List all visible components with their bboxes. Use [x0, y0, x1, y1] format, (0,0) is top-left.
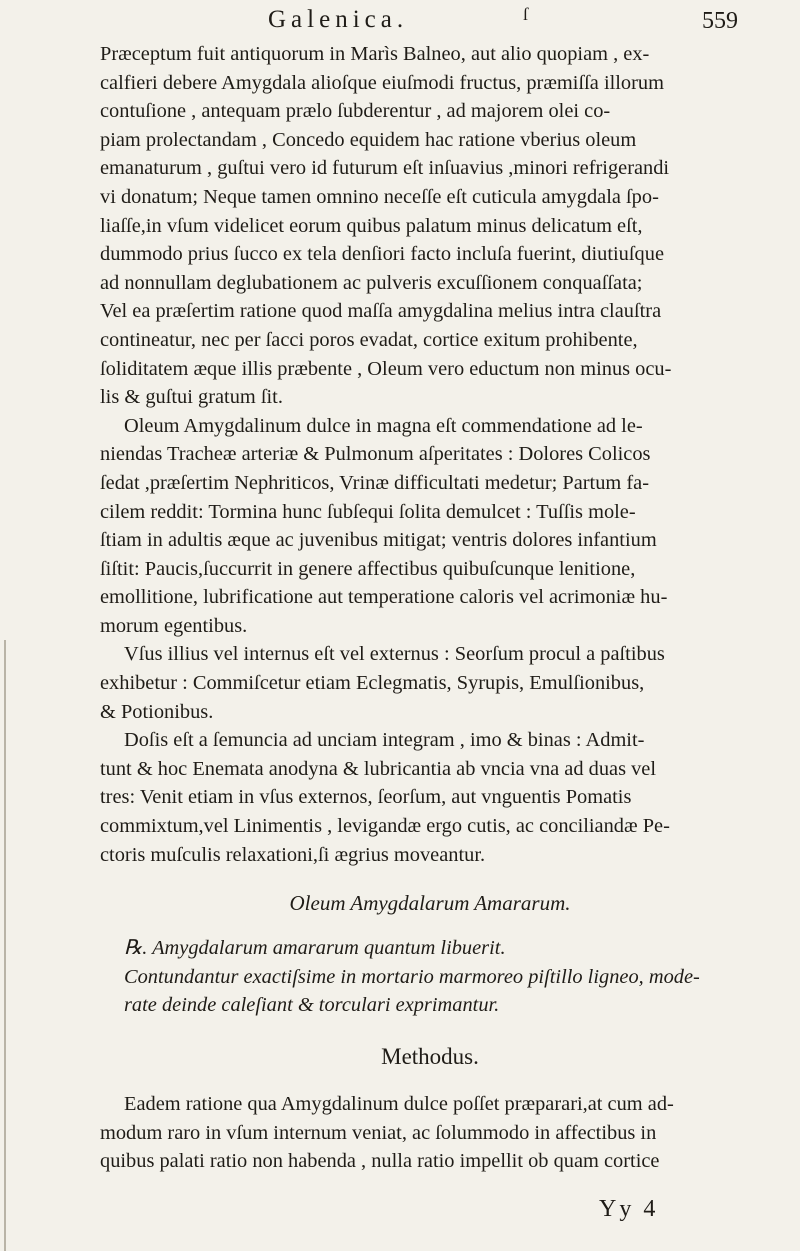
text-line: Præceptum fuit antiquorum in Marìs Balneo, aut alio quopiam , ex-	[100, 43, 650, 65]
text-line: piam prolectandam , Concedo equidem hac ratione vberius oleum	[100, 128, 637, 151]
paragraph-2	[100, 412, 800, 641]
text-line: ſedat ,præſertim Nephriticos, Vrinæ difficultati medetur; Partum fa-	[100, 471, 650, 494]
text-line: calfieri debere Amygdala alioſque eiuſmodi fructus, præmiſſa illorum	[100, 71, 664, 94]
header-mark: ſ	[523, 4, 529, 24]
text-line: liaſſe,in vſum videlicet eorum quibus palatum minus delicatum eſt,	[100, 214, 643, 237]
text-line: contineatur, nec per ſacci poros evadat, cortice exitum prohibente,	[100, 328, 638, 351]
text-line: morum egentibus.	[100, 614, 248, 637]
recipe-block	[100, 934, 800, 1020]
recipe-line: ℞. Amygdalarum amararum quantum libuerit.	[124, 937, 506, 960]
page-edge-shadow	[4, 640, 6, 1251]
text-line: & Potionibus.	[100, 700, 214, 723]
text-line: commixtum,vel Linimentis , levigandæ ergo cutis, ac conciliandæ Pe-	[100, 815, 670, 838]
text-line: Vſus illius vel internus eſt vel externus : Seorſum procul a paſtibus	[124, 643, 665, 666]
text-line: Eadem ratione qua Amygdalinum dulce poſſet præparari,at cum ad-	[124, 1093, 674, 1115]
text-line: niendas Tracheæ arteriæ & Pulmonum aſperitates : Dolores Colicos	[100, 443, 651, 466]
text-line: ſiſtit: Paucis,ſuccurrit in genere affectibus quibuſcunque lenitione,	[100, 557, 636, 580]
text-line: contuſione , antequam prælo ſubderentur , ad majorem olei co-	[100, 100, 611, 123]
text-line: ctoris muſculis relaxationi,ſi ægrius moveantur.	[100, 843, 486, 866]
text-line: modum raro in vſum internum veniat, ac ſolummodo in affectibus in	[100, 1121, 657, 1144]
page-number: 559	[702, 8, 738, 34]
running-head: Galenica.	[268, 6, 409, 33]
catchword: Yy 4	[599, 1196, 659, 1222]
paragraph-1	[100, 40, 800, 412]
text-line: dummodo prius ſucco ex tela denſiori facto incluſa fuerint, diutiuſque	[100, 243, 664, 266]
text-line: Vel ea præſertim ratione quod maſſa amygdalina melius intra clauſtra	[100, 300, 662, 323]
text-line: exhibetur : Commiſcetur etiam Eclegmatis, Syrupis, Emulſionibus,	[100, 672, 645, 695]
text-line: tres: Venit etiam in vſus externos, ſeorſum, aut vnguentis Pomatis	[100, 786, 632, 809]
methodus-heading: Methodus.	[381, 1044, 479, 1069]
text-line: emollitione, lubrificatione aut temperatione caloris vel acrimoniæ hu-	[100, 586, 668, 609]
recipe-line: rate deinde caleſiant & torculari exprimantur.	[124, 994, 500, 1017]
text-line: vi donatum; Neque tamen omnino neceſſe eſt cuticula amygdala ſpo-	[100, 185, 659, 208]
text-line: Doſis eſt a ſemuncia ad unciam integram , imo & binas : Admit-	[124, 729, 645, 752]
text-line: ſtiam in adultis æque ac juvenibus mitigat; ventris dolores infantium	[100, 529, 657, 552]
text-line: lis & guſtui gratum ſit.	[100, 386, 283, 409]
text-line: Oleum Amygdalinum dulce in magna eſt commendatione ad le-	[124, 414, 643, 437]
page-header	[0, 4, 800, 40]
text-line: ad nonnullam deglubationem ac pulveris excuſſionem conquaſſata;	[100, 271, 643, 294]
text-line: tunt & hoc Enemata anodyna & lubricantia ab vncia vna ad duas vel	[100, 757, 657, 780]
paragraph-3	[100, 640, 800, 726]
text-block	[100, 40, 800, 1176]
recipe-line: Contundantur exactiſsime in mortario marmoreo piſtillo ligneo, mode-	[124, 965, 700, 988]
text-line: emanaturum , guſtui vero id futurum eſt inſuavius ,minori refrigerandi	[100, 157, 670, 180]
paragraph-4	[100, 726, 800, 869]
text-line: cilem reddit: Tormina hunc ſubſequi ſolita demulcet : Tuſſis mole-	[100, 500, 636, 523]
text-line: ſoliditatem æque illis præbente , Oleum vero eductum non minus ocu-	[100, 357, 672, 380]
text-line: quibus palati ratio non habenda , nulla ratio impellit ob quam cortice	[100, 1150, 660, 1173]
section-heading: Oleum Amygdalarum Amararum.	[289, 891, 571, 916]
final-paragraph	[100, 1090, 800, 1176]
